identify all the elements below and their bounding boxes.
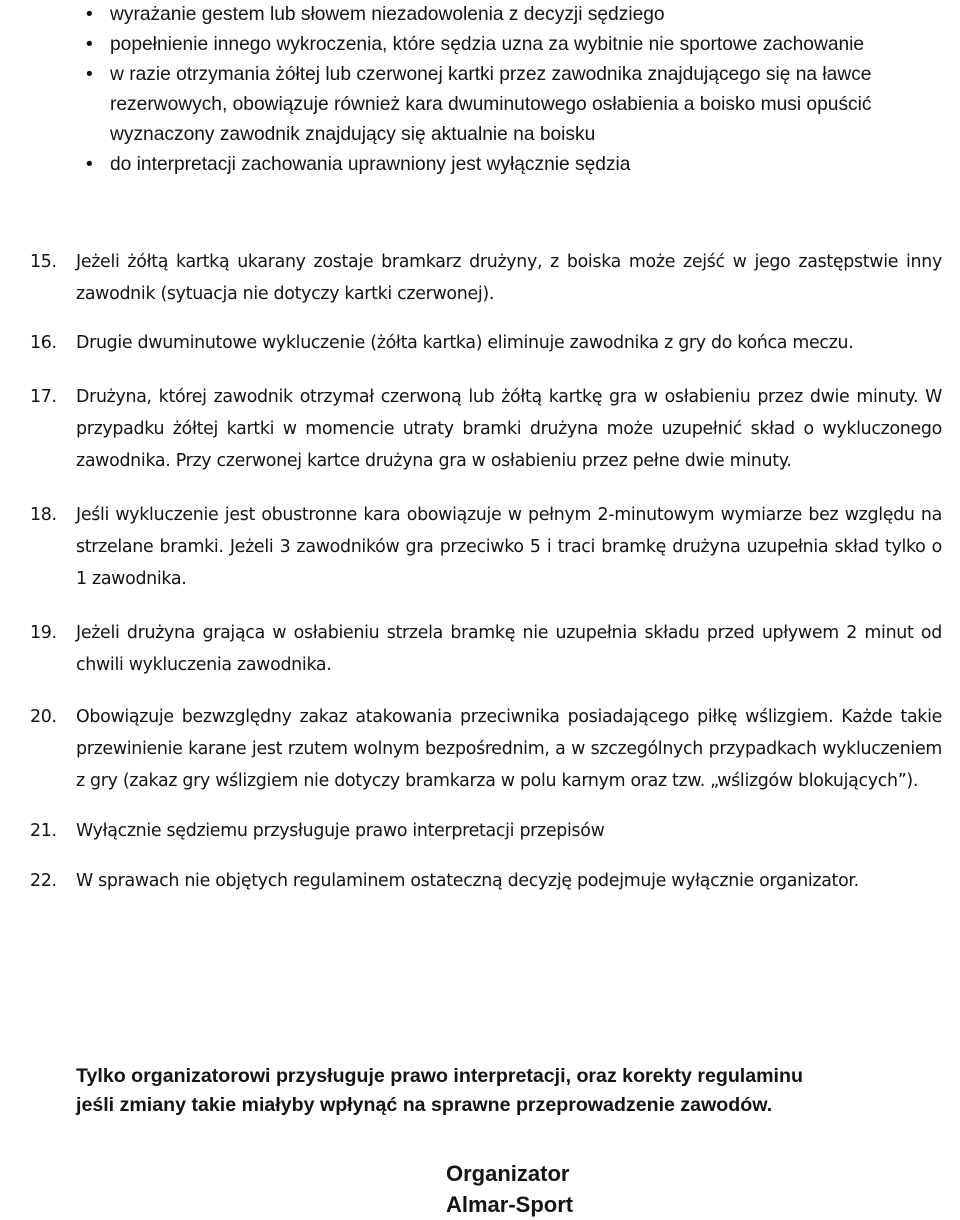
rule-text: Drugie dwuminutowe wykluczenie (żółta kartka) eliminuje zawodnika z gry do końca meczu.	[76, 333, 854, 353]
rule-number: 15.	[30, 252, 57, 272]
list-item	[86, 60, 956, 150]
signature-block	[446, 1158, 573, 1220]
rule-text: Jeżeli drużyna grająca w osłabieniu strzela bramkę nie uzupełnia składu przed upływem 2 minut od chwili wykluczenia zawodnika.	[76, 623, 942, 675]
rule-number: 20.	[30, 707, 57, 727]
rule-18	[30, 499, 942, 595]
signature-title: Organizator	[446, 1161, 570, 1186]
rule-text: Jeśli wykluczenie jest obustronne kara obowiązuje w pełnym 2-minutowym wymiarze bez względu na strzelane bramki. Jeżeli 3 zawodników gra przeciwko 5 i traci bramkę drużyna uzupełnia skład tylko o 1 zawodnika.	[76, 505, 942, 589]
rule-number: 19.	[30, 623, 57, 643]
closing-line: Tylko organizatorowi przysługuje prawo interpretacji, oraz korekty regulaminu	[76, 1065, 803, 1087]
closing-statement	[76, 1062, 951, 1120]
rule-21	[30, 815, 942, 847]
list-item	[86, 150, 956, 180]
bullet-text: wyrażanie gestem lub słowem niezadowolenia z decyzji sędziego	[110, 4, 665, 25]
rule-number: 18.	[30, 505, 57, 525]
list-item	[86, 30, 956, 60]
numbered-rules	[30, 232, 942, 897]
rule-17	[30, 381, 942, 477]
rule-number: 17.	[30, 387, 57, 407]
rule-text: Drużyna, której zawodnik otrzymał czerwoną lub żółtą kartkę gra w osłabieniu przez dwie minuty. W przypadku żółtej kartki w momencie utraty bramki drużyna może uzupełnić skład o wykluczonego zawodnika. Przy czerwonej kartce drużyna gra w osłabieniu przez pełne dwie minuty.	[76, 387, 942, 471]
bullet-icon: •	[86, 154, 93, 175]
rule-22	[30, 865, 942, 897]
rule-text: Obowiązuje bezwzględny zakaz atakowania przeciwnika posiadającego piłkę wślizgiem. Każde takie przewinienie karane jest rzutem wolnym bezpośrednim, a w szczególnych przypadkach wykluczeniem z gry (zakaz gry wślizgiem nie dotyczy bramkarza w polu karnym oraz tzw. „wślizgów blokujących”).	[76, 707, 942, 791]
bullet-text: popełnienie innego wykroczenia, które sędzia uzna za wybitnie nie sportowe zachowanie	[110, 34, 865, 55]
rule-19	[30, 617, 942, 681]
rule-number: 22.	[30, 871, 57, 891]
closing-line: jeśli zmiany takie miałyby wpłynąć na sprawne przeprowadzenie zawodów.	[76, 1094, 773, 1116]
bullet-text: do interpretacji zachowania uprawniony jest wyłącznie sędzia	[110, 154, 631, 175]
rule-16	[30, 327, 942, 359]
rule-15	[30, 246, 942, 310]
rule-20	[30, 701, 942, 797]
rule-text: Jeżeli żółtą kartką ukarany zostaje bramkarz drużyny, z boiska może zejść w jego zastępstwie inny zawodnik (sytuacja nie dotyczy kartki czerwonej).	[76, 252, 942, 304]
bullet-icon: •	[86, 64, 93, 85]
list-item	[86, 0, 956, 30]
bullet-icon: •	[86, 34, 93, 55]
rule-text: Wyłącznie sędziemu przysługuje prawo interpretacji przepisów	[76, 821, 605, 841]
rule-text: W sprawach nie objętych regulaminem ostateczną decyzję podejmuje wyłącznie organizator.	[76, 871, 859, 891]
signature-organization: Almar-Sport	[446, 1192, 574, 1217]
bullet-list	[86, 0, 956, 180]
rule-number: 16.	[30, 333, 57, 353]
bullet-icon: •	[86, 4, 93, 25]
rule-number: 21.	[30, 821, 57, 841]
bullet-text: w razie otrzymania żółtej lub czerwonej kartki przez zawodnika znajdującego się na ławce rezerwowych, obowiązuje również kara dwuminutowego osłabienia a boisko musi opuścić wyznaczony zawodnik znajdujący się aktualnie na boisku	[110, 64, 872, 145]
